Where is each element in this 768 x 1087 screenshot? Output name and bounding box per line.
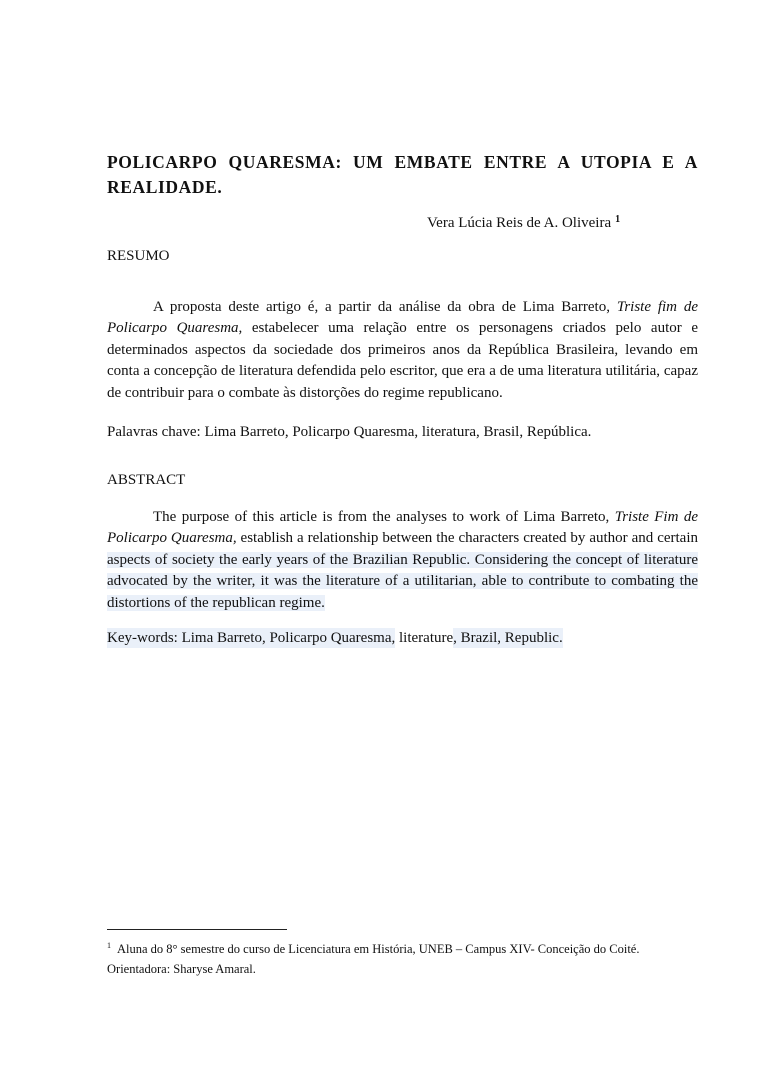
resumo-work-title: Triste fim de Policarpo Quaresma, (107, 299, 698, 337)
key-words-highlighted-1: Key-words: Lima Barreto, Policarpo Quaresma, (107, 630, 396, 646)
resumo-paragraph (107, 297, 698, 404)
resumo-text-end: estabelecer uma relação entre os personagens criados pelo autor e determinados aspectos da sociedade dos primeiros anos da República Brasileira, levando em conta a concepção de literatura defendida pelo escritor, que era a de uma literatura utilitária, capaz de contribuir para o combate às distorções do regime republicano. (107, 320, 698, 401)
abstract-work-title: Triste Fim de Policarpo Quaresma, (107, 509, 698, 547)
footnote-line-1: Aluna do 8° semestre do curso de Licenciatura em História, UNEB – Campus XIV- Conceição do Coité. (117, 942, 640, 956)
abstract-text-mid: establish a relationship between the characters created by author and certain (236, 530, 699, 547)
key-words (107, 628, 563, 648)
resumo-text-start: A proposta deste artigo é, a partir da análise da obra de Lima Barreto, (153, 299, 617, 315)
author-line (427, 210, 620, 233)
footnote-line-2: Orientadora: Sharyse Amaral. (107, 962, 256, 976)
palavras-chave: Palavras chave: Lima Barreto, Policarpo Quaresma, literatura, Brasil, República. (107, 424, 592, 440)
footnote-ref-marker[interactable]: 1 (615, 214, 621, 225)
abstract-text-highlighted: aspects of society the early years of the Brazilian Republic. Considering the concept of literature advocated by the writer, it was the literature of a utilitarian, able to contribute to combating the distortions of the republican regime. (107, 551, 698, 611)
abstract-paragraph (107, 507, 698, 614)
abstract-text-start: The purpose of this article is from the analyses to work of Lima Barreto, (153, 509, 615, 525)
resumo-heading: RESUMO (107, 248, 170, 264)
article-title: POLICARPO QUARESMA: UM EMBATE ENTRE A UTOPIA E A REALIDADE. (107, 152, 698, 197)
key-words-plain: literature (395, 630, 454, 646)
footnote (107, 936, 707, 979)
abstract-heading: ABSTRACT (107, 472, 186, 488)
key-words-highlighted-2: , Brazil, Republic. (453, 630, 563, 646)
footnote-separator (107, 929, 287, 930)
footnote-marker: 1 (107, 941, 111, 950)
author-name: Vera Lúcia Reis de A. Oliveira (427, 215, 612, 231)
